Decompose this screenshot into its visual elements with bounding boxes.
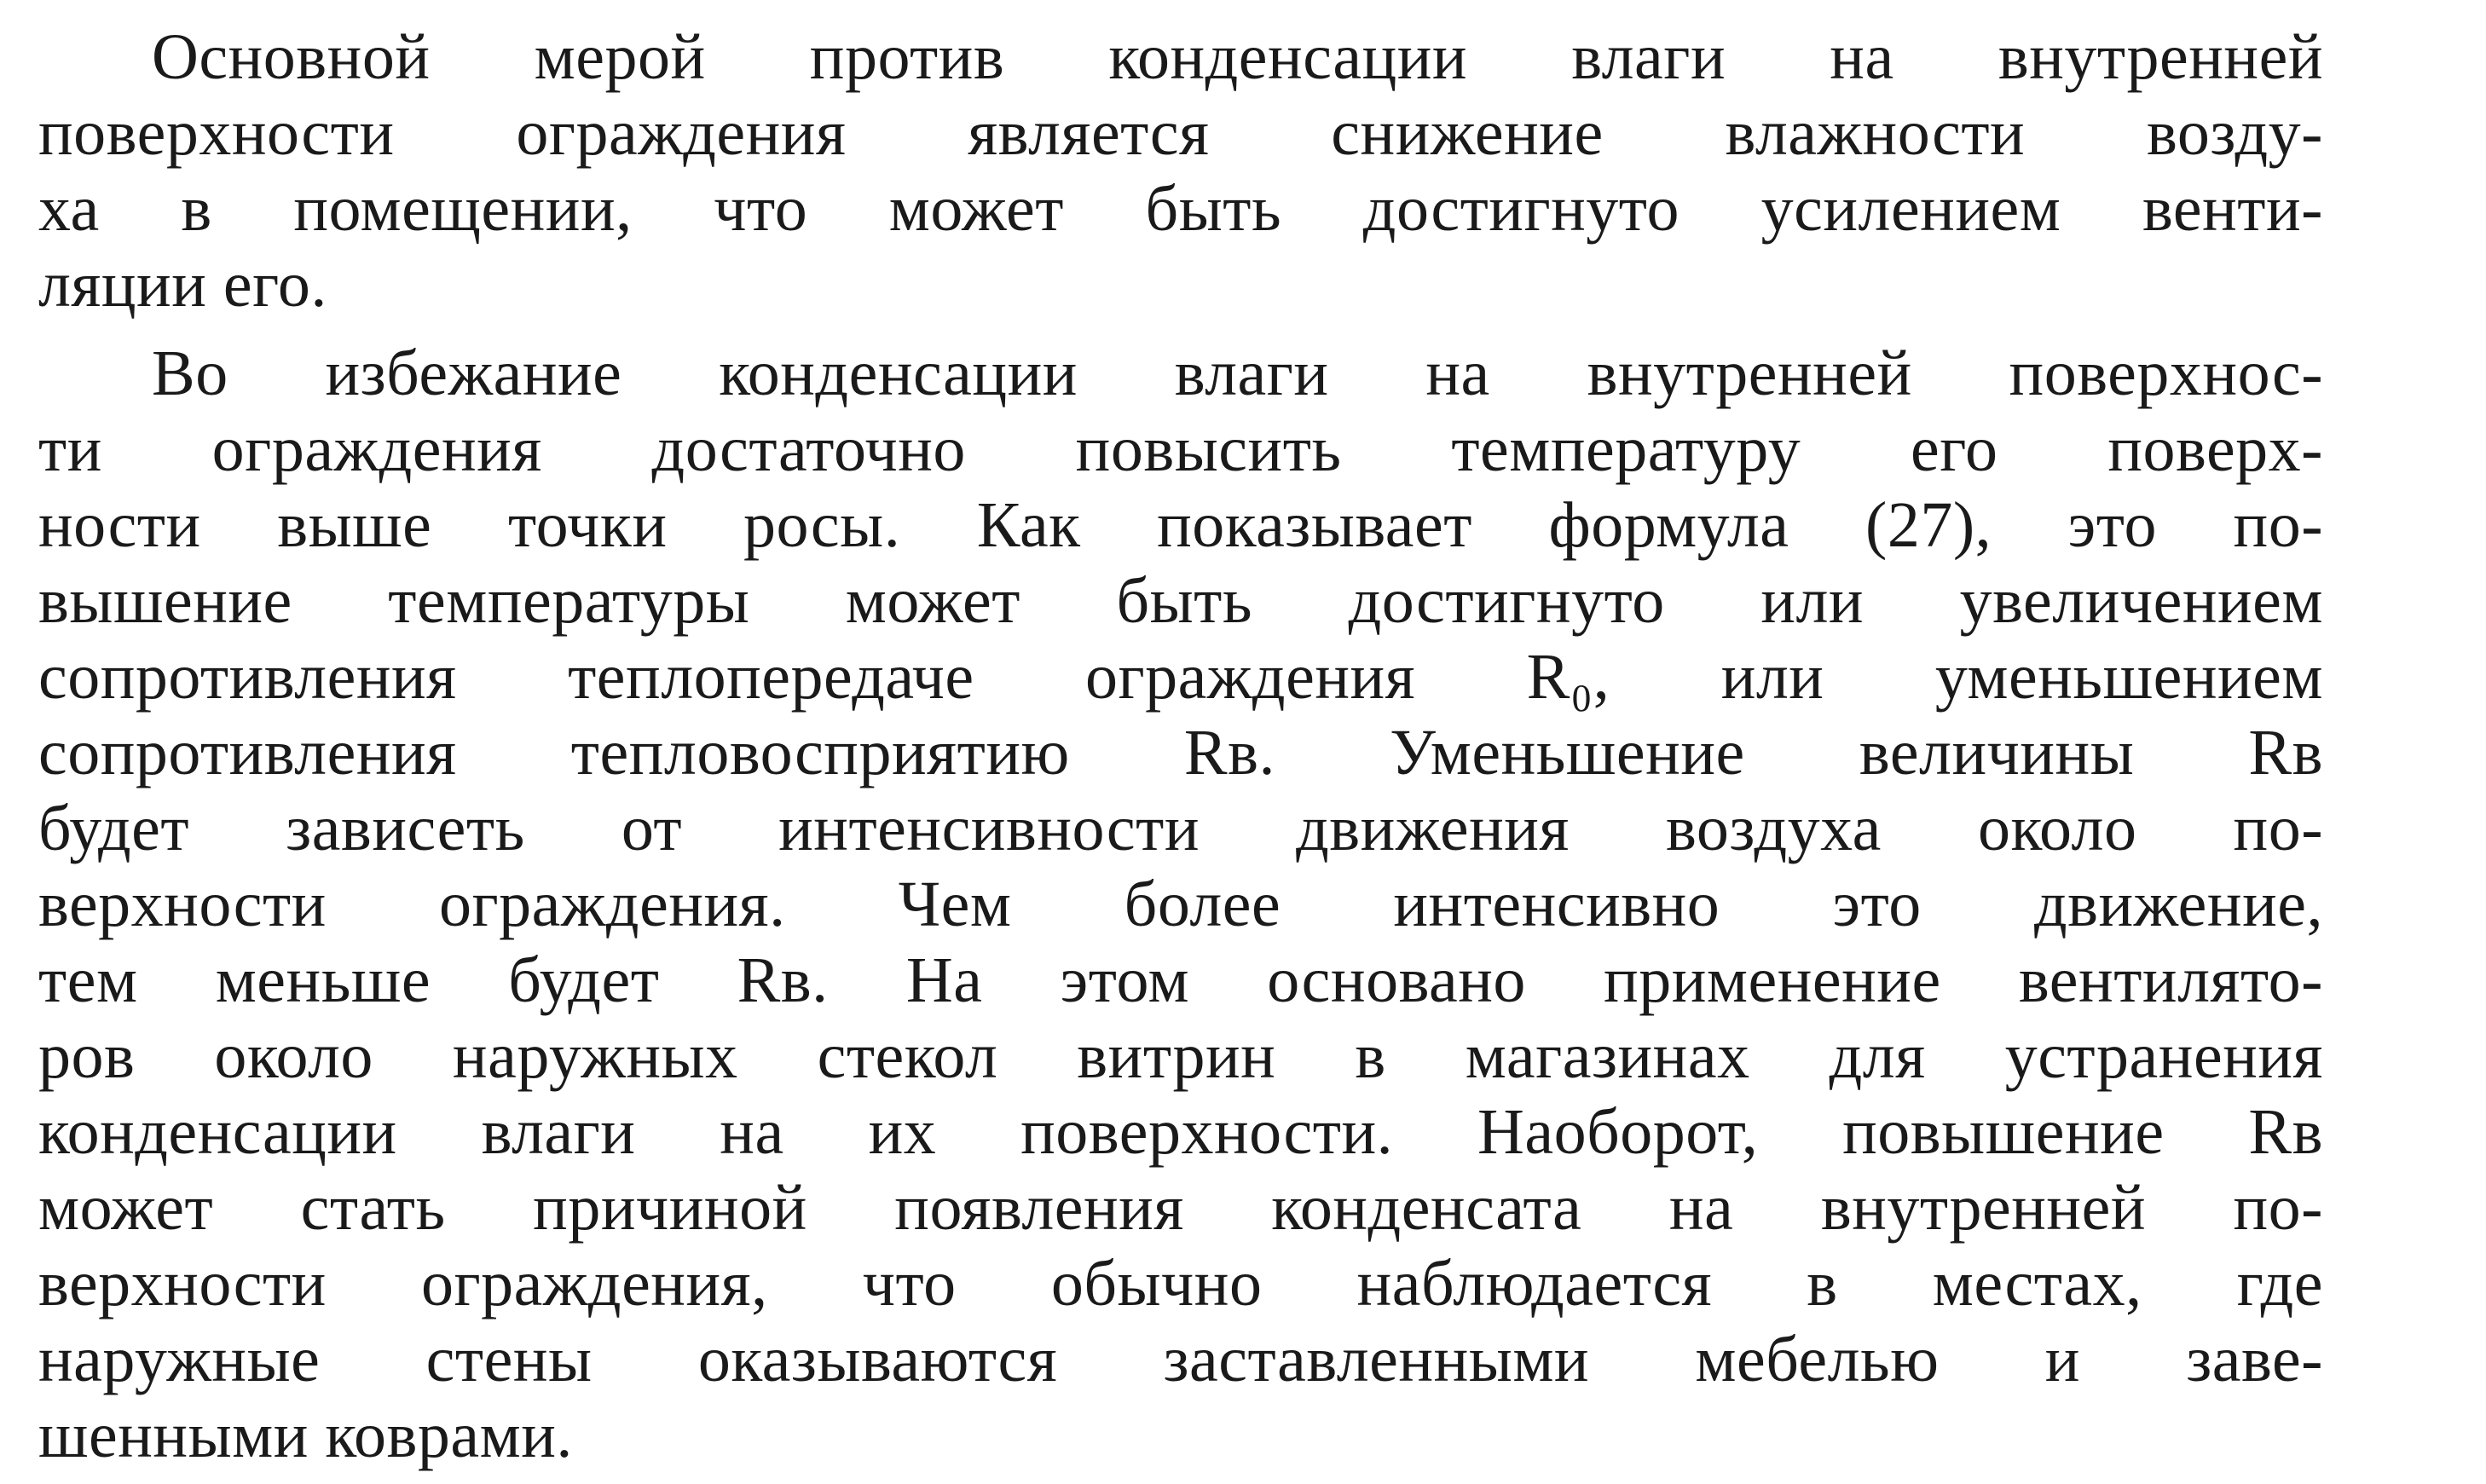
paragraph-2-line-2: ти ограждения достаточно повысить температуру его поверх- [38, 413, 2323, 485]
paragraph-2-line-11: конденсации влаги на их поверхности. Наоборот, повышение Rв [38, 1096, 2323, 1168]
paragraph-2-line-5: сопротивления теплопередаче ограждения R₀, или уменьшением [38, 641, 2323, 713]
paragraph-2-line-6: сопротивления тепловосприятию Rв. Уменьшение величины Rв [38, 717, 2323, 788]
paragraph-2-line-10: ров около наружных стекол витрин в магазинах для устранения [38, 1020, 2323, 1092]
paragraph-2-line-12: может стать причиной появления конденсата на внутренней по- [38, 1172, 2323, 1244]
paragraph-2-line-7: будет зависеть от интенсивности движения воздуха около по- [38, 793, 2323, 864]
paragraph-2-line-9: тем меньше будет Rв. На этом основано применение вентилято- [38, 944, 2323, 1016]
paragraph-2-line-4: вышение температуры может быть достигнуто или увеличением [38, 565, 2323, 637]
paragraph-1-line-3: ха в помещении, что может быть достигнуто усилением венти- [38, 173, 2323, 245]
paragraph-2-line-8: верхности ограждения. Чем более интенсивно это движение, [38, 869, 2323, 940]
paragraph-2-line-3: ности выше точки росы. Как показывает формула (27), это по- [38, 489, 2323, 561]
paragraph-1-line-4: ляции его. [38, 249, 327, 320]
paragraph-2-line-13: верхности ограждения, что обычно наблюдается в местах, где [38, 1248, 2323, 1319]
paragraph-2-line-15: шенными коврами. [38, 1400, 573, 1471]
paragraph-1-line-2: поверхности ограждения является снижение влажности возду- [38, 97, 2323, 169]
paragraph-2-line-1: Во избежание конденсации влаги на внутренней поверхнос- [152, 338, 2323, 409]
paragraph-2-line-14: наружные стены оказываются заставленными мебелью и заве- [38, 1324, 2323, 1395]
paragraph-1-line-1: Основной мерой против конденсации влаги на внутренней [152, 21, 2323, 93]
